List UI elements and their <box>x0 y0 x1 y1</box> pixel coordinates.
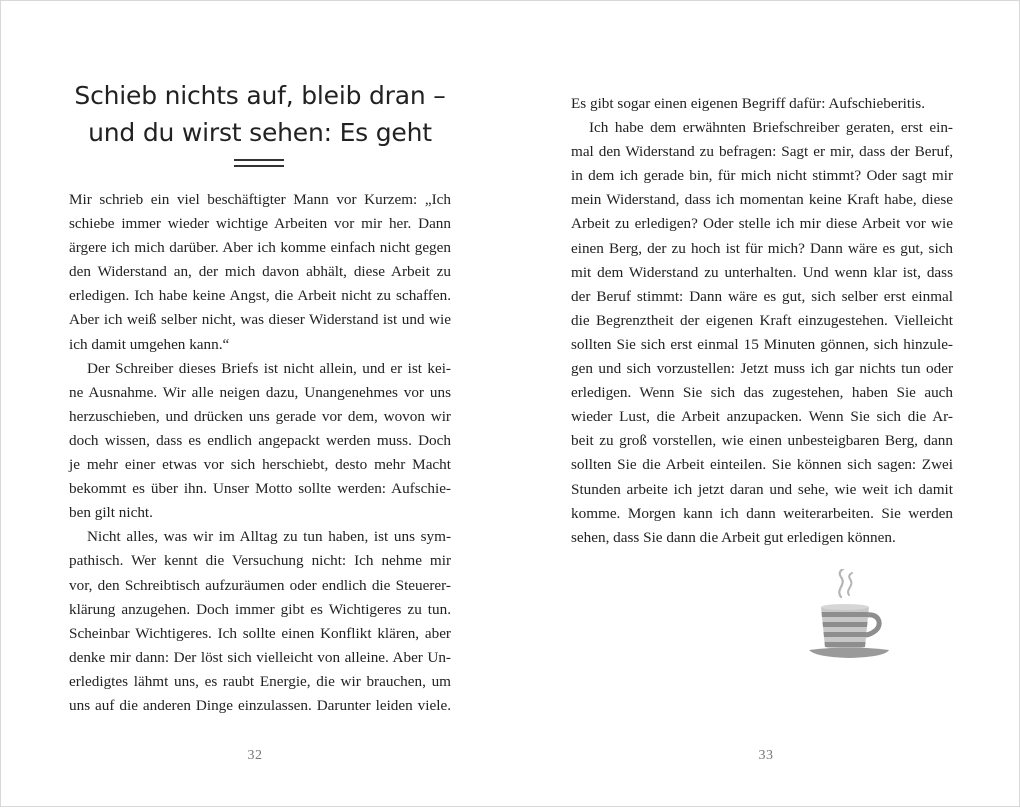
chapter-title-line-1: Schieb nichts auf, bleib dran – <box>74 81 446 110</box>
text-line: erledigen. Ich habe keine Angst, die Arbeit nicht zu schaffen. <box>69 287 451 305</box>
page-number-right: 33 <box>758 748 774 763</box>
text-line: erledigtes lähmt uns, es raubt Energie, die wir brauchen, um <box>69 672 451 690</box>
text-line: die Begrenztheit der eigenen Kraft einzugestehen. Vielleicht <box>571 311 953 329</box>
text-line: ärgere ich mich darüber. Aber ich komme einfach nicht gegen <box>69 239 451 257</box>
text-line: ben gilt nicht. <box>69 504 153 522</box>
text-line: Ich habe dem erwähnten Briefschreiber geraten, erst ein- <box>589 119 953 137</box>
text-line: mein Widerstand, dass ich momentan keine Kraft habe, diese <box>571 191 953 209</box>
text-line: Es gibt sogar einen eigenen Begriff dafür: Aufschieberitis. <box>571 95 925 112</box>
text-line: ne Ausnahme. Wir alle neigen dazu, Unangenehmes vor uns <box>69 383 451 401</box>
text-line: sollten Sie sich erst einmal 15 Minuten gönnen, sich hinzule- <box>571 335 953 353</box>
left-body-text <box>69 188 451 718</box>
text-line: Nicht alles, was wir im Alltag zu tun haben, ist uns sym- <box>87 528 451 546</box>
text-line: denke mir dann: Der löst sich vielleicht von alleine. Aber Un- <box>69 648 451 666</box>
text-line: pathisch. Wer kennt die Versuchung nicht: Ich nehme mir <box>69 552 451 570</box>
text-line: Der Schreiber dieses Briefs ist nicht allein, und er ist kei- <box>87 359 451 377</box>
text-line: der Beruf stimmt: Dann wäre es gut, sich selber erst einmal <box>571 287 953 305</box>
text-line: wieder Lust, die Arbeit anzupacken. Wenn Sie sich die Ar- <box>571 408 953 426</box>
left-page <box>1 1 511 808</box>
text-line: bekommt es über ihn. Unser Motto sollte werden: Aufschie- <box>69 480 451 498</box>
cup-rim <box>821 604 869 610</box>
steam-icon <box>839 569 843 597</box>
text-line: komme. Morgen kann ich dann weiterarbeiten. Sie werden <box>571 504 953 522</box>
steam-icon <box>848 573 852 595</box>
text-line: sehen, dass Sie dann die Arbeit gut erledigen können. <box>571 528 896 546</box>
coffee-cup-icon <box>805 569 893 665</box>
text-line: ich damit umgehen kann.“ <box>69 335 230 353</box>
text-line: klärung anzugehen. Doch immer gibt es Wichtigeres zu tun. <box>69 600 451 618</box>
chapter-title <box>69 77 451 151</box>
text-line: Stunden arbeite ich jetzt daran und sehe, wie weit ich damit <box>571 480 953 498</box>
text-line: doch wissen, dass es endlich angepackt werden muss. Doch <box>69 431 451 449</box>
text-line: herzuschieben, und drücken uns gerade vor dem, wovon wir <box>69 407 451 425</box>
text-line: den Widerstand an, der mich davon abhält, diese Arbeit zu <box>69 263 451 281</box>
text-line: gen und sich vorzustellen: Jetzt muss ich gar nichts tun oder <box>571 360 953 378</box>
text-line: uns auf die anderen Dinge einzulassen. Darunter leiden viele. <box>69 696 451 714</box>
text-line: Aber ich weiß selber nicht, was dieser Widerstand ist und wie <box>69 311 451 329</box>
right-body-text <box>571 92 953 550</box>
cup-body <box>815 605 875 655</box>
text-line: mit dem Widerstand zu unterhalten. Und wenn klar ist, dass <box>571 263 953 281</box>
chapter-title-line-2: und du wirst sehen: Es geht <box>88 118 432 147</box>
text-line: erledigen. Wenn Sie sich das zugestehen, haben Sie auch <box>571 384 953 402</box>
text-line: in dem ich gerade bin, für mich nicht stimmt? Oder sagt mir <box>571 167 953 185</box>
title-divider-ornament <box>234 159 284 168</box>
text-line: Arbeit zu erledigen? Oder stelle ich mir diese Arbeit vor wie <box>571 215 953 233</box>
text-line: schiebe immer wieder wichtige Arbeiten vor mir her. Dann <box>69 215 451 233</box>
divider-bar-top <box>234 159 284 161</box>
text-line: Scheinbar Wichtigeres. Ich sollte einen Konflikt klären, aber <box>69 624 451 642</box>
divider-bar-bottom <box>234 165 284 167</box>
page-number-left: 32 <box>247 748 263 763</box>
text-line: einen Berg, der zu hoch ist für mich? Dann wäre es gut, sich <box>571 239 953 257</box>
text-line: je mehr einer etwas vor sich herschiebt, desto mehr Macht <box>69 456 451 474</box>
text-line: beit zu groß vorstellen, wie einen unbesteigbaren Berg, dann <box>571 432 953 450</box>
text-line: mal den Widerstand zu befragen: Sagt er mir, dass der Beruf, <box>571 143 953 161</box>
text-line: vor, den Schreibtisch aufzuräumen oder endlich die Steuerer- <box>69 576 451 594</box>
text-line: sollten Sie die Arbeit einteilen. Sie können sich sagen: Zwei <box>571 456 953 474</box>
text-line: Mir schrieb ein viel beschäftigter Mann vor Kurzem: „Ich <box>69 191 451 208</box>
saucer <box>809 648 889 659</box>
